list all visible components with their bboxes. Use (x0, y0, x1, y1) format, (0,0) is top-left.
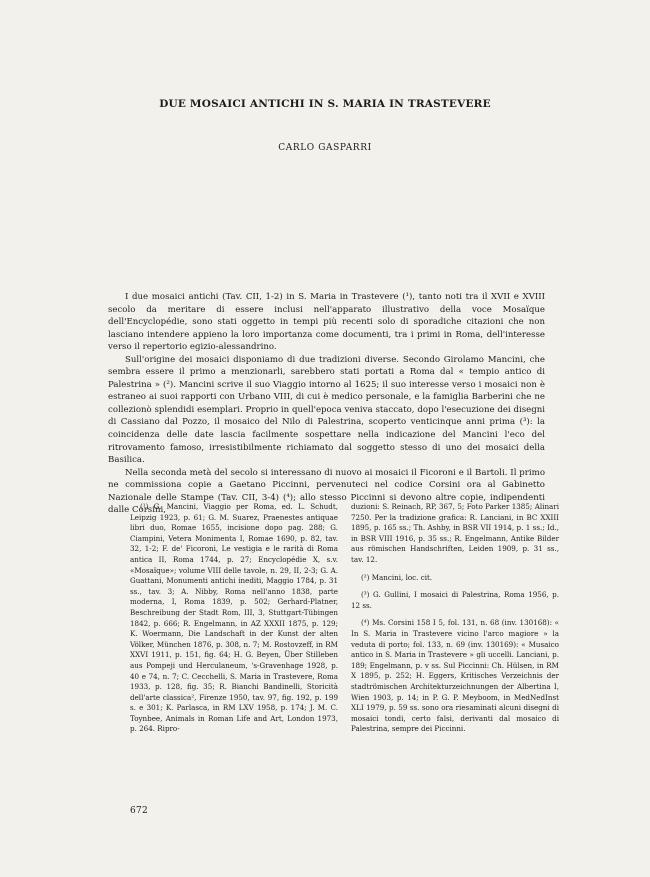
footnotes-left-column (130, 502, 338, 742)
footnote-4: (⁴) Ms. Corsini 158 I 5, fol. 131, n. 68 (inv. 130168): « In S. Maria in Trastevere vicino l'arco magiore » la veduta di porto; fol. 133, n. 69 (inv. 130169): « Musaico antico in S. Maria in Trastevere » gli uccelli. Lanciani, p. 189; Engelmann, p. v ss. Sul Piccinni: Ch. Hülsen, in RM X 1895, p. 252; H. Eggers, Kritisches Verzeichnis der stadtrömischen Architekturzeichnungen der Albertina I, Wien 1903, p. 14; in P. G. P. Meyboom, in MedNedInst XLI 1979, p. 59 ss. sono ora riesaminati alcuni disegni di mosaici tondi, certo falsi, derivanti dal mosaico di Palestrina, sempre dei Piccinni. (351, 618, 559, 734)
article-title: DUE MOSAICI ANTICHI IN S. MARIA IN TRASTEVERE (159, 98, 491, 110)
body-paragraph-2: Sull'origine dei mosaici disponiamo di due tradizioni diverse. Secondo Girolamo Mancini, che sembra essere il primo a menzionarli, sarebbero stati portati a Roma dal « tempio antico di Palestrina » (²). Mancini scrive il suo Viaggio intorno al 1625; il suo interesse verso i mosaici non è estraneo ai suoi rapporti con Urbano VIII, di cui è medico personale, e la famiglia Barberini che ne collezionò splendidi esemplari. Proprio in quell'epoca veniva staccato, dopo l'esecuzione dei disegni di Cassiano dal Pozzo, il mosaico del Nilo di Palestrina, scoperto venticinque anni prima (³): la coincidenza delle date lascia facilmente sospettare nella indicazione del Mancini l'eco del ritrovamento famoso, irresistibilmente richiamato dal soggetto stesso di uno dei mosaici della Basilica. (108, 354, 545, 466)
author-name: CARLO GASPARRI (278, 143, 372, 153)
body-paragraph-1: I due mosaici antichi (Tav. CII, 1-2) in S. Maria in Trastevere (¹), tanto noti tra il XVII e XVIII secolo da meritare di essere inclusi nell'apparato illustrativo della voce Mosaïque dell'Encyclopédie, sono stati oggetto in tempi più recenti solo di sporadiche citazioni che non lasciano intendere appieno la loro importanza come documenti, tra i primi in Roma, dell'interesse verso il repertorio egizio-alessandrino. (108, 292, 545, 353)
footnotes-right-column (351, 502, 559, 735)
page-number: 672 (130, 806, 149, 816)
footnote-1: (¹) G. Mancini, Viaggio per Roma, ed. L. Schudt, Leipzig 1923, p. 61; G. M. Suarez, Praenestes antiquae libri duo, Romae 1655, incisione dopo pag. 288; G. Ciampini, Vetera Monimenta I, Romae 1690, p. 82, tav. 32, 1-2; F. de' Ficoroni, Le vestigia e le rarità di Roma antica II, Roma 1744, p. 27; Encyclopédie X, s.v. «Mosaïque»; volume VIII delle tavole, n. 29, II, 2-3; G. A. Guattani, Monumenti antichi inediti, Maggio 1784, p. 31 ss., tav. 3; A. Nibby, Roma nell'anno 1838, parte moderna, I, Roma 1839, p. 502; Gerhard-Platner, Beschreibung der Stadt Rom, III, 3, Stuttgart-Tübingen 1842, p. 666; R. Engelmann, in AZ XXXII 1875, p. 129; K. Woermann, Die Landschaft in der Kunst der alten Völker, München 1876, p. 308, n. 7; M. Rostovzeff, in RM XXVI 1911, p. 151, fig. 64; H. G. Beyen, Über Stilleben aus Pompeji und Herculaneum, 's-Gravenhage 1928, p. 40 e 74, n. 7; C. Cecchelli, S. Maria in Trastevere, Roma 1933, p. 128, fig. 35; R. Bianchi Bandinelli, Storicità dell'arte classica², Firenze 1950, tav. 97, fig. 192, p. 199 s. e 301; K. Parlasca, in RM LXV 1958, p. 174; J. M. C. Toynbee, Animals in Roman Life and Art, London 1973, p. 264. Ripro- (130, 502, 338, 734)
footnote-3: (³) G. Gullini, I mosaici di Palestrina, Roma 1956, p. 12 ss. (351, 590, 559, 610)
body-text (108, 291, 545, 517)
body-paragraph-3: Nella seconda metà del secolo si interessano di nuovo ai mosaici il Ficoroni e il Bartoli. Il primo ne commissiona copie a Gaetano Piccinni, pervenuteci nel codice Corsini ora al Gabinetto Nazionale delle Stampe (Tav. CII, 3-4) (⁴); allo stesso Piccinni si devono altre copie, indipendenti dalle Corsini, (108, 467, 545, 516)
footnote-1-continued: duzioni: S. Reinach, RP, 367, 5; Foto Parker 1385; Alinari 7250. Per la tradizione grafica: R. Lanciani, in BC XXIII 1895, p. 165 ss.; Th. Ashby, in BSR VII 1914, p. 1 ss.; Id., in BSR VIII 1916, p. 35 ss.; R. Engelmann, Antike Bilder aus römischen Handschriften, Leiden 1909, p. 31 ss., tav. 12. (351, 502, 559, 564)
footnote-2: (²) Mancini, loc. cit. (361, 572, 433, 582)
